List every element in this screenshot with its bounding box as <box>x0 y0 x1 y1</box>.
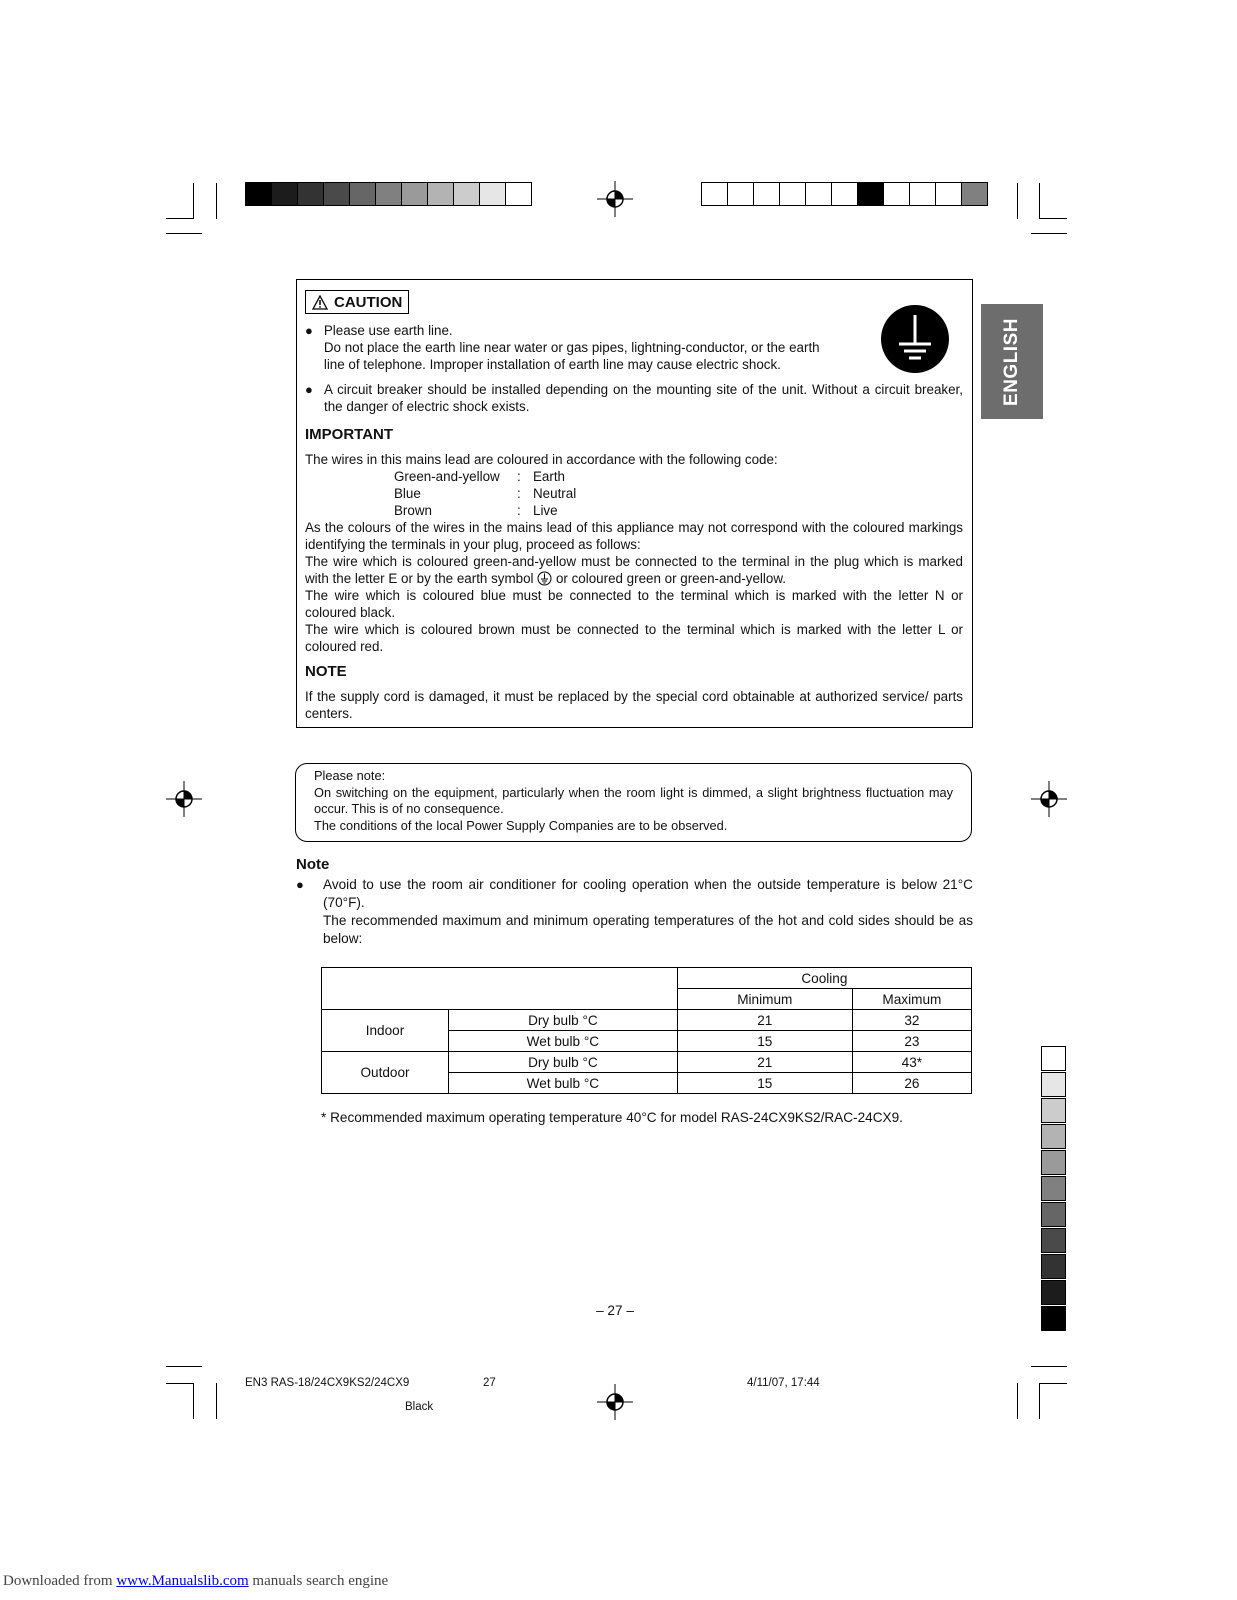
color-swatch <box>805 182 832 206</box>
footer-color: Black <box>405 1401 434 1413</box>
color-swatch <box>909 182 936 206</box>
crop-mark <box>1017 183 1018 219</box>
color-swatch <box>427 182 454 206</box>
color-swatch <box>1041 1124 1066 1149</box>
registration-mark-icon <box>597 1384 633 1420</box>
crop-mark <box>1039 1383 1067 1384</box>
color-swatch <box>1041 1046 1066 1071</box>
color-swatch <box>1041 1280 1066 1305</box>
caution-bullet-2 <box>305 381 963 415</box>
table-type-cell: Dry bulb °C <box>449 1010 678 1031</box>
watermark-prefix: Downloaded from <box>3 1573 117 1589</box>
table-type-cell: Wet bulb °C <box>449 1031 678 1052</box>
caution-box <box>296 279 973 728</box>
color-swatch <box>727 182 754 206</box>
table-type-cell: Wet bulb °C <box>449 1073 678 1094</box>
crop-mark <box>1031 1366 1067 1367</box>
note2-para-2: The recommended maximum and minimum operating temperatures of the hot and cold sides should be as below: <box>323 913 973 946</box>
crop-mark <box>1039 183 1040 219</box>
color-swatch <box>401 182 428 206</box>
important-heading: IMPORTANT <box>305 426 394 443</box>
earth-symbol-icon <box>537 571 552 586</box>
table-location-cell: Indoor <box>322 1010 449 1052</box>
color-swatch <box>271 182 298 206</box>
page-number: – 27 – <box>596 1303 634 1318</box>
please-note-text-1: On switching on the equipment, particularly when the room light is dimmed, a slight brightness fluctuation may occur. This is of no consequence. <box>314 784 953 816</box>
important-para-3: The wire which is coloured blue must be connected to the terminal which is marked with the letter N or coloured black. <box>305 588 963 620</box>
color-swatch <box>1041 1202 1066 1227</box>
registration-mark-icon <box>597 181 633 217</box>
color-swatch <box>1041 1176 1066 1201</box>
crop-mark <box>216 183 217 219</box>
table-max-cell: 26 <box>852 1073 971 1094</box>
warning-triangle-icon <box>312 295 328 310</box>
table-location-cell: Outdoor <box>322 1052 449 1094</box>
table-max-cell: 32 <box>852 1010 971 1031</box>
caution-bullet-2-text: A circuit breaker should be installed depending on the mounting site of the unit. Without a circuit breaker, the danger of electric shock exists. <box>324 382 963 414</box>
language-tab <box>981 304 1043 419</box>
color-swatch <box>297 182 324 206</box>
important-para-4: The wire which is coloured brown must be connected to the terminal which is marked with the letter L or coloured red. <box>305 622 963 654</box>
color-swatch <box>323 182 350 206</box>
color-swatch <box>1041 1072 1066 1097</box>
crop-mark <box>1039 218 1067 219</box>
crop-mark <box>166 218 194 219</box>
color-swatch <box>1041 1228 1066 1253</box>
table-row <box>322 968 972 989</box>
bullet-icon: ● <box>296 877 304 892</box>
color-swatch <box>961 182 988 206</box>
color-swatch <box>857 182 884 206</box>
please-note-text-2: The conditions of the local Power Supply Companies are to be observed. <box>314 817 728 833</box>
important-para-2: The wire which is coloured green-and-yellow must be connected to the terminal in the plug which is marked with the letter E or by the earth symbol or coloured green or green-and-yellow. <box>305 554 963 586</box>
important-intro: The wires in this mains lead are coloured in accordance with the following code: <box>305 452 778 467</box>
color-swatch <box>1041 1254 1066 1279</box>
note-text: If the supply cord is damaged, it must be replaced by the special cord obtainable at authorized service/ parts centers. <box>305 689 963 721</box>
caution-bullet-1-line-3: line of telephone. Improper installation of earth line may cause electric shock. <box>323 357 781 372</box>
caution-label <box>305 290 409 314</box>
color-swatch <box>753 182 780 206</box>
color-swatch <box>935 182 962 206</box>
watermark-suffix: manuals search engine <box>248 1573 389 1589</box>
color-swatch <box>453 182 480 206</box>
color-swatch <box>375 182 402 206</box>
note2-heading: Note <box>296 856 330 873</box>
crop-mark <box>193 183 194 219</box>
bullet-icon: ● <box>305 323 313 338</box>
earth-ground-icon <box>880 304 950 374</box>
table-footnote: * Recommended maximum operating temperature 40°C for model RAS-24CX9KS2/RAC-24CX9. <box>321 1110 903 1125</box>
footer-page: 27 <box>483 1377 496 1389</box>
color-swatch <box>1041 1306 1066 1331</box>
bullet-icon: ● <box>305 382 313 397</box>
color-swatch <box>1041 1150 1066 1175</box>
color-swatch <box>505 182 532 206</box>
color-swatch <box>701 182 728 206</box>
table-group-header: Cooling <box>677 968 971 989</box>
important-paragraphs <box>305 519 963 655</box>
temperature-table <box>321 967 972 1094</box>
please-note-title: Please note: <box>314 768 386 783</box>
table-min-cell: 21 <box>677 1052 852 1073</box>
crop-mark <box>166 1366 202 1367</box>
crop-mark <box>166 233 202 234</box>
table-max-cell: 43* <box>852 1052 971 1073</box>
registration-mark-icon <box>166 781 202 817</box>
wire-code-row: Blue : Neutral <box>394 486 577 501</box>
footer-date: 4/11/07, 17:44 <box>747 1377 820 1389</box>
table-min-cell: 15 <box>677 1031 852 1052</box>
color-swatch <box>245 182 272 206</box>
wire-code-row: Green-and-yellow : Earth <box>394 469 566 484</box>
table-type-cell: Dry bulb °C <box>449 1052 678 1073</box>
caution-bullet-1 <box>305 322 865 373</box>
please-note-box <box>295 763 972 842</box>
caution-bullet-1-line-2: Do not place the earth line near water or gas pipes, lightning-conductor, or the earth <box>323 340 820 355</box>
caution-label-text: CAUTION <box>334 293 403 311</box>
crop-mark <box>166 1383 194 1384</box>
color-swatch <box>779 182 806 206</box>
wire-code-list <box>394 468 576 519</box>
crop-mark <box>1017 1383 1018 1419</box>
table-row <box>322 1052 972 1073</box>
note2-bullet <box>296 876 973 948</box>
note-heading: NOTE <box>305 663 347 680</box>
table-row <box>322 1010 972 1031</box>
important-para-1: As the colours of the wires in the mains lead of this appliance may not correspond with the coloured markings identifying the terminals in your plug, proceed as follows: <box>305 520 963 552</box>
color-swatch <box>479 182 506 206</box>
color-swatch <box>1041 1098 1066 1123</box>
table-header-min: Minimum <box>677 989 852 1010</box>
table-header-max: Maximum <box>852 989 971 1010</box>
table-max-cell: 23 <box>852 1031 971 1052</box>
caution-bullet-1-line-1: Please use earth line. <box>323 323 453 338</box>
table-min-cell: 15 <box>677 1073 852 1094</box>
language-tab-label: ENGLISH <box>1001 317 1022 406</box>
crop-mark <box>216 1383 217 1419</box>
wire-code-row: Brown : Live <box>394 503 558 518</box>
download-watermark <box>3 1573 388 1590</box>
note2-para-1: Avoid to use the room air conditioner for cooling operation when the outside temperature is below 21°C (70°F). <box>323 877 973 910</box>
manualslib-link[interactable]: www.Manualslib.com <box>116 1573 249 1589</box>
registration-mark-icon <box>1031 781 1067 817</box>
table-corner-cell <box>322 968 678 1010</box>
color-swatch <box>831 182 858 206</box>
color-swatch <box>349 182 376 206</box>
crop-mark <box>193 1383 194 1419</box>
table-min-cell: 21 <box>677 1010 852 1031</box>
footer-file-name: EN3 RAS-18/24CX9KS2/24CX9 <box>245 1377 410 1389</box>
color-swatch <box>883 182 910 206</box>
crop-mark <box>1031 233 1067 234</box>
crop-mark <box>1039 1383 1040 1419</box>
